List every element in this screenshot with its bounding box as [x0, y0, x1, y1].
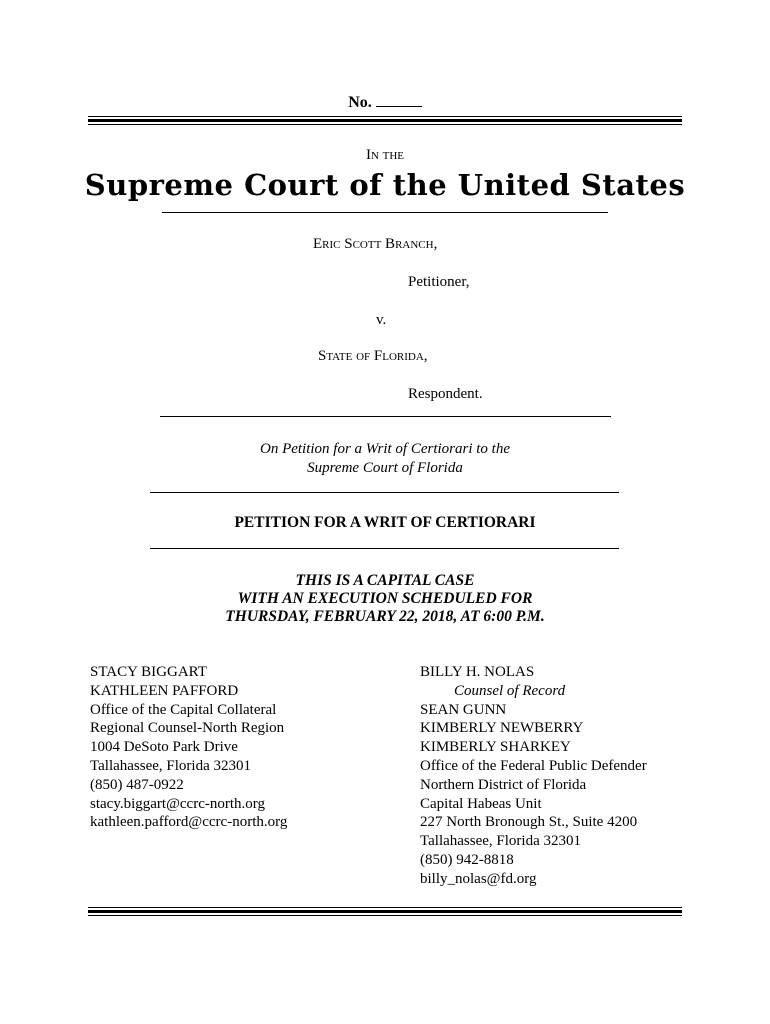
counsel-left-block	[90, 663, 287, 832]
counsel-left-line: KATHLEEN PAFFORD	[90, 682, 239, 699]
divider-rule	[160, 416, 611, 417]
petition-title: PETITION FOR A WRIT OF CERTIORARI	[234, 514, 536, 531]
docket-blank-line	[376, 92, 422, 107]
petition-origin-line1: On Petition for a Writ of Certiorari to the	[259, 441, 510, 457]
top-triple-rule	[88, 116, 682, 125]
counsel-of-record-name: BILLY H. NOLAS	[420, 664, 535, 680]
capital-notice-line2: WITH AN EXECUTION SCHEDULED FOR	[237, 590, 533, 607]
counsel-right-block	[420, 663, 647, 889]
respondent-name: State of Florida,	[318, 348, 428, 364]
counsel-left-email: stacy.biggart@ccrc-north.org	[90, 795, 265, 812]
divider-rule	[150, 492, 619, 493]
in-the-label: In the	[365, 147, 405, 163]
counsel-right-email: billy_nolas@fd.org	[420, 870, 537, 887]
counsel-left-line: Office of the Capital Collateral	[90, 701, 277, 718]
counsel-left-line: Tallahassee, Florida 32301	[90, 757, 251, 774]
counsel-left-line: Regional Counsel-North Region	[90, 720, 285, 737]
bottom-triple-rule	[88, 907, 682, 916]
counsel-right-line: Office of the Federal Public Defender	[420, 757, 647, 774]
counsel-right-line: Capital Habeas Unit	[420, 795, 542, 812]
counsel-left-email: kathleen.pafford@ccrc-north.org	[90, 814, 288, 831]
counsel-right-line: KIMBERLY SHARKEY	[420, 739, 571, 756]
counsel-right-line: (850) 942-8818	[420, 851, 514, 868]
docket-number	[0, 92, 770, 112]
counsel-right-line: KIMBERLY NEWBERRY	[420, 720, 584, 737]
counsel-right-line: Northern District of Florida	[420, 776, 587, 793]
capital-notice-line1: THIS IS A CAPITAL CASE	[295, 572, 475, 589]
counsel-right-line: 227 North Bronough St., Suite 4200	[420, 814, 638, 831]
divider-rule	[150, 548, 619, 549]
respondent-role: Respondent.	[408, 386, 483, 402]
capital-notice-line3: THURSDAY, FEBRUARY 22, 2018, AT 6:00 P.M.	[225, 608, 545, 625]
versus-label: v.	[376, 312, 387, 328]
court-name: Supreme Court of the United States	[84, 168, 686, 202]
docket-label: No.	[348, 94, 372, 111]
counsel-right-line: Tallahassee, Florida 32301	[420, 833, 581, 850]
petition-origin-line2: Supreme Court of Florida	[307, 460, 463, 476]
divider-rule	[162, 212, 608, 213]
counsel-right-line: SEAN GUNN	[420, 701, 507, 718]
petitioner-role: Petitioner,	[408, 274, 470, 290]
petitioner-name: Eric Scott Branch,	[313, 236, 438, 252]
counsel-left-line: STACY BIGGART	[90, 664, 207, 680]
counsel-left-line: 1004 DeSoto Park Drive	[90, 739, 238, 756]
counsel-of-record-role: Counsel of Record	[454, 682, 566, 699]
counsel-left-line: (850) 487-0922	[90, 776, 184, 793]
